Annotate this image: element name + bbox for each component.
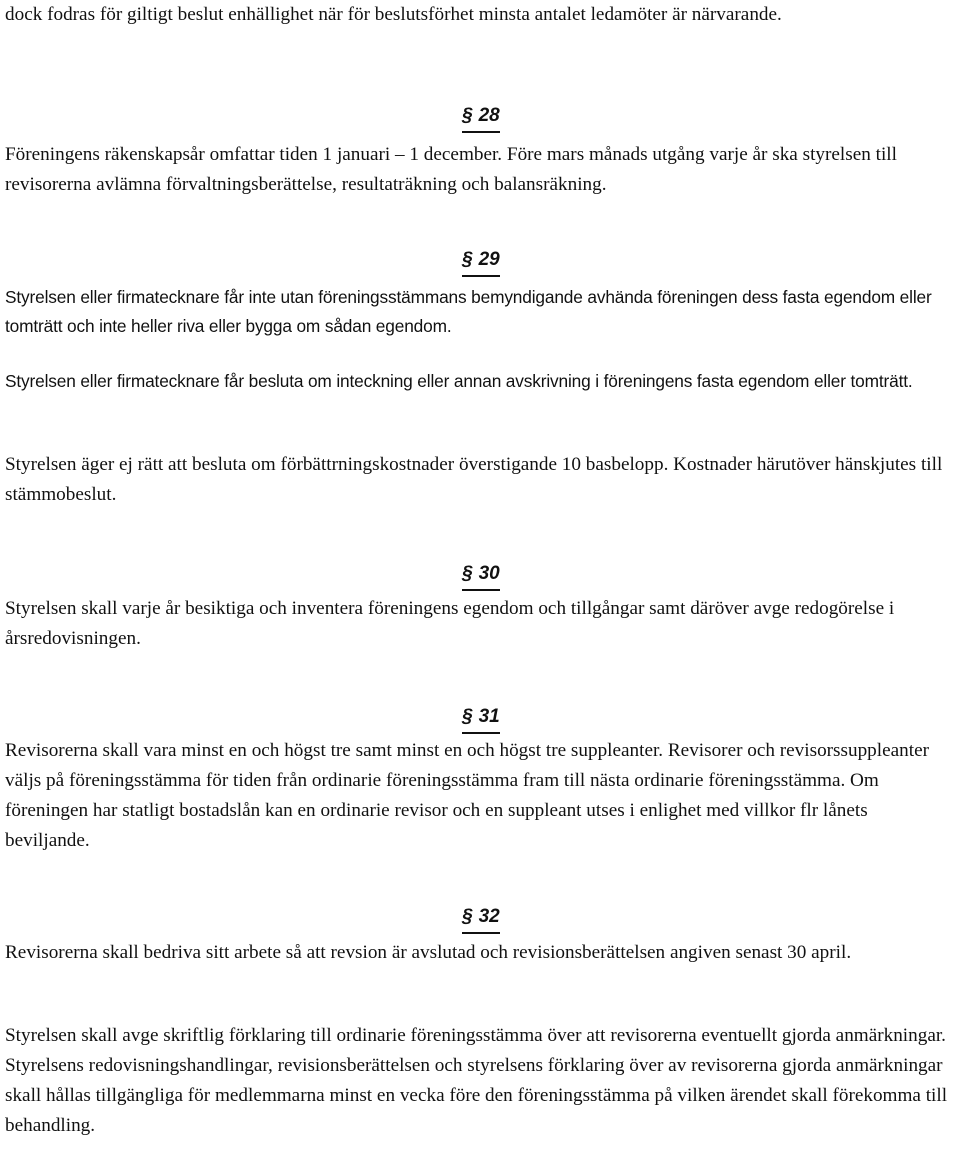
section-heading-29 [462,245,500,279]
section-symbol: § [462,249,473,270]
paragraph-29-3: Styrelsen äger ej rätt att besluta om förbättrningskostnader överstigande 10 basbelopp. Kostnader härutöver hänskjutes till stämmobeslut. [5,454,943,505]
section-heading-31 [462,702,500,736]
section-heading-32 [462,902,500,936]
section-number: 28 [478,105,500,126]
section-symbol: § [462,906,473,927]
paragraph-fragment-top: dock fodras för giltigt beslut enhällighet när för beslutsförhet minsta antalet ledamöter är närvarande. [5,4,782,25]
section-heading-28 [462,101,500,135]
section-number: 30 [478,563,500,584]
section-symbol: § [462,105,473,126]
paragraph-29-2: Styrelsen eller firmatecknare får besluta om inteckning eller annan avskrivning i föreningens fasta egendom eller tomträtt. [5,371,913,391]
paragraph-29-1: Styrelsen eller firmatecknare får inte utan föreningsstämmans bemyndigande avhända föreningen dess fasta egendom eller tomträtt och inte heller riva eller bygga om sådan egendom. [5,287,932,336]
section-number: 31 [478,706,500,727]
section-number: 29 [478,249,500,270]
section-symbol: § [462,563,473,584]
paragraph-30-1: Styrelsen skall varje år besiktiga och inventera föreningens egendom och tillgångar samt däröver avge redogörelse i årsredovisningen. [5,598,895,649]
paragraph-32-2: Styrelsen skall avge skriftlig förklaring till ordinarie föreningsstämma över att revisorerna eventuellt gjorda anmärkningar. Styrelsens redovisningshandlingar, revisionsberättelsen och styrelsens förklaring över av revisorerna gjorda anmärkningar skall hållas tillgängliga för medlemmarna minst en vecka före den föreningsstämma på vilken ärendet skall förekomma till behandling. [5,1025,948,1136]
section-heading-30 [462,559,500,593]
section-number: 32 [478,906,500,927]
paragraph-28-1: Föreningens räkenskapsår omfattar tiden 1 januari – 1 december. Före mars månads utgång varje år ska styrelsen till revisorerna avlämna förvaltningsberättelse, resultaträkning och balansräkning. [5,144,897,195]
paragraph-32-1: Revisorerna skall bedriva sitt arbete så att revsion är avslutad och revisionsberättelsen angiven senast 30 april. [5,942,852,963]
paragraph-31-1: Revisorerna skall vara minst en och högst tre samt minst en och högst tre suppleanter. Revisorer och revisorssuppleanter väljs på föreningsstämma för tiden från ordinarie föreningsstämma fram till nästa ordinarie föreningsstämma. Om föreningen har statligt bostadslån kan en ordinarie revisor och en suppleant utses i enlighet med villkor flr lånets beviljande. [5,740,929,851]
section-symbol: § [462,706,473,727]
